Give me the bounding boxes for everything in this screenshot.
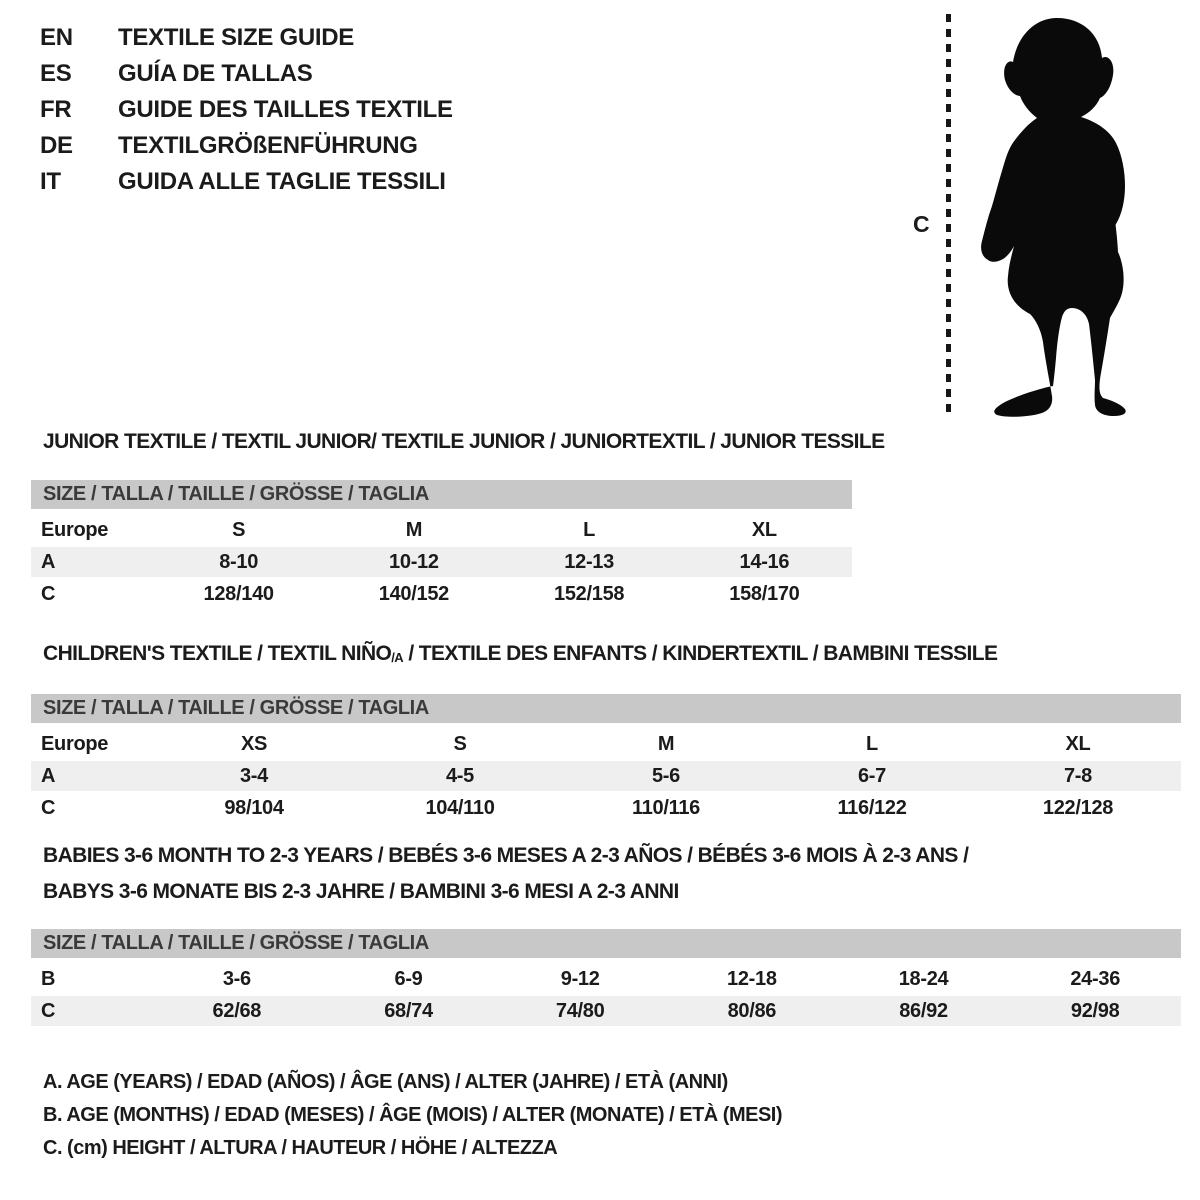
size-cell: 104/110 [425,796,495,819]
language-title-list [40,20,453,200]
language-code: FR [40,96,72,123]
section-title [31,430,885,453]
size-cell: 122/128 [1042,796,1114,819]
language-row [40,20,453,56]
legend-line-height-cm: C. (cm) HEIGHT / ALTURA / HAUTEUR / HÖHE / ALTEZZA [43,1137,558,1159]
size-table [31,515,852,609]
section-babies-textile [31,845,1181,1028]
language-code: DE [40,132,73,159]
language-guide-title: GUÍA DE TALLAS [118,60,313,87]
section-title-text: BABIES 3-6 MONTH TO 2-3 YEARS / BEBÉS 3-6 MESES A 2-3 AÑOS / BÉBÉS 3-6 MOIS À 2-3 ANS / [43,844,969,867]
language-guide-title: TEXTILE SIZE GUIDE [118,24,354,51]
size-table-row [31,729,1181,759]
size-cell: M [405,518,423,541]
size-cell: 74/80 [555,999,605,1022]
size-cell: 18-24 [898,967,949,990]
size-cell: 10-12 [389,550,439,573]
row-label: Europe [41,732,109,755]
row-label: A [41,550,56,573]
size-cell: 8-10 [219,550,259,573]
size-cell: 3-4 [239,764,268,787]
size-cell: 24-36 [1070,967,1121,990]
size-cell: 110/116 [632,796,700,819]
row-label: B [41,967,56,990]
legend-line-age-months: B. AGE (MONTHS) / EDAD (MESES) / ÂGE (MOIS) / ALTER (MONATE) / ETÀ (MESI) [43,1104,783,1126]
language-row [40,92,453,128]
size-cell: XS [240,732,268,755]
row-label: Europe [41,518,109,541]
size-cell: 62/68 [212,999,262,1022]
size-cell: 6-7 [857,764,886,787]
size-cell: 7-8 [1063,764,1092,787]
size-cell: 92/98 [1070,999,1120,1022]
size-cell: M [657,732,675,755]
row-label: C [41,582,56,605]
size-table-row [31,515,852,545]
size-table-row [31,761,1181,791]
section-title-text: JUNIOR TEXTILE / TEXTIL JUNIOR/ TEXTILE JUNIOR / JUNIORTEXTIL / JUNIOR TESSILE [43,430,885,453]
size-cell: 98/104 [224,796,284,819]
size-cell: 86/92 [899,999,948,1022]
row-label: C [41,796,56,819]
size-table [31,964,1181,1026]
section-title [31,845,1181,867]
size-table-row [31,579,852,609]
section-title [31,643,1181,669]
row-label: A [41,764,56,787]
size-cell: S [453,732,467,755]
language-guide-title: GUIDE DES TAILLES TEXTILE [118,96,453,123]
legend-line-age-years: A. AGE (YEARS) / EDAD (AÑOS) / ÂGE (ANS) / ALTER (JAHRE) / ETÀ (ANNI) [43,1071,728,1093]
size-cell: 9-12 [560,967,600,990]
section-title-line2: BABYS 3-6 MONATE BIS 2-3 JAHRE / BAMBINI 3-6 MESI A 2-3 ANNI [43,880,679,903]
size-table-row [31,547,852,577]
size-cell: 4-5 [445,764,474,787]
section-childrens-textile [31,643,1181,825]
size-cell: XL [751,518,777,541]
size-cell: 80/86 [727,999,777,1022]
size-cell: L [583,518,596,541]
size-header-bar: SIZE / TALLA / TAILLE / GRÖSSE / TAGLIA [31,929,1181,958]
section-title-text: / TEXTILE DES ENFANTS / KINDERTEXTIL / BAMBINI TESSILE [403,642,998,665]
size-table [31,729,1181,823]
baby-silhouette-image [962,8,1152,418]
height-measure-label: C [913,211,930,237]
size-table-row [31,793,1181,823]
size-cell: 158/170 [729,582,800,605]
row-label: C [41,999,56,1022]
size-cell: 12-13 [564,550,614,573]
size-cell: 5-6 [651,764,680,787]
language-guide-title: TEXTILGRÖßENFÜHRUNG [118,132,418,159]
size-cell: S [232,518,246,541]
language-code: ES [40,60,72,87]
size-cell: 68/74 [384,999,433,1022]
height-dashed-line [946,14,951,417]
size-cell: 12-18 [727,967,777,990]
language-code: IT [40,168,61,195]
measurement-legend [31,1066,782,1165]
size-cell: 152/158 [554,582,625,605]
size-cell: XL [1065,732,1091,755]
language-guide-title: GUIDA ALLE TAGLIE TESSILI [118,168,446,195]
section-title-subscript: /A [391,650,404,665]
size-cell: L [866,732,878,755]
language-row [40,56,453,92]
size-table-row [31,996,1181,1026]
size-table-row [31,964,1181,994]
size-cell: 14-16 [739,550,790,573]
section-title-text: CHILDREN'S TEXTILE / TEXTIL NIÑO [43,642,392,665]
language-row [40,164,453,200]
size-header-bar: SIZE / TALLA / TAILLE / GRÖSSE / TAGLIA [31,480,852,509]
language-code: EN [40,24,73,51]
size-header-bar: SIZE / TALLA / TAILLE / GRÖSSE / TAGLIA [31,694,1181,723]
size-cell: 140/152 [378,582,449,605]
size-cell: 128/140 [203,582,274,605]
section-junior-textile [31,430,885,611]
language-row [40,128,453,164]
size-cell: 6-9 [394,967,423,990]
size-cell: 3-6 [222,967,251,990]
size-cell: 116/122 [837,796,907,819]
